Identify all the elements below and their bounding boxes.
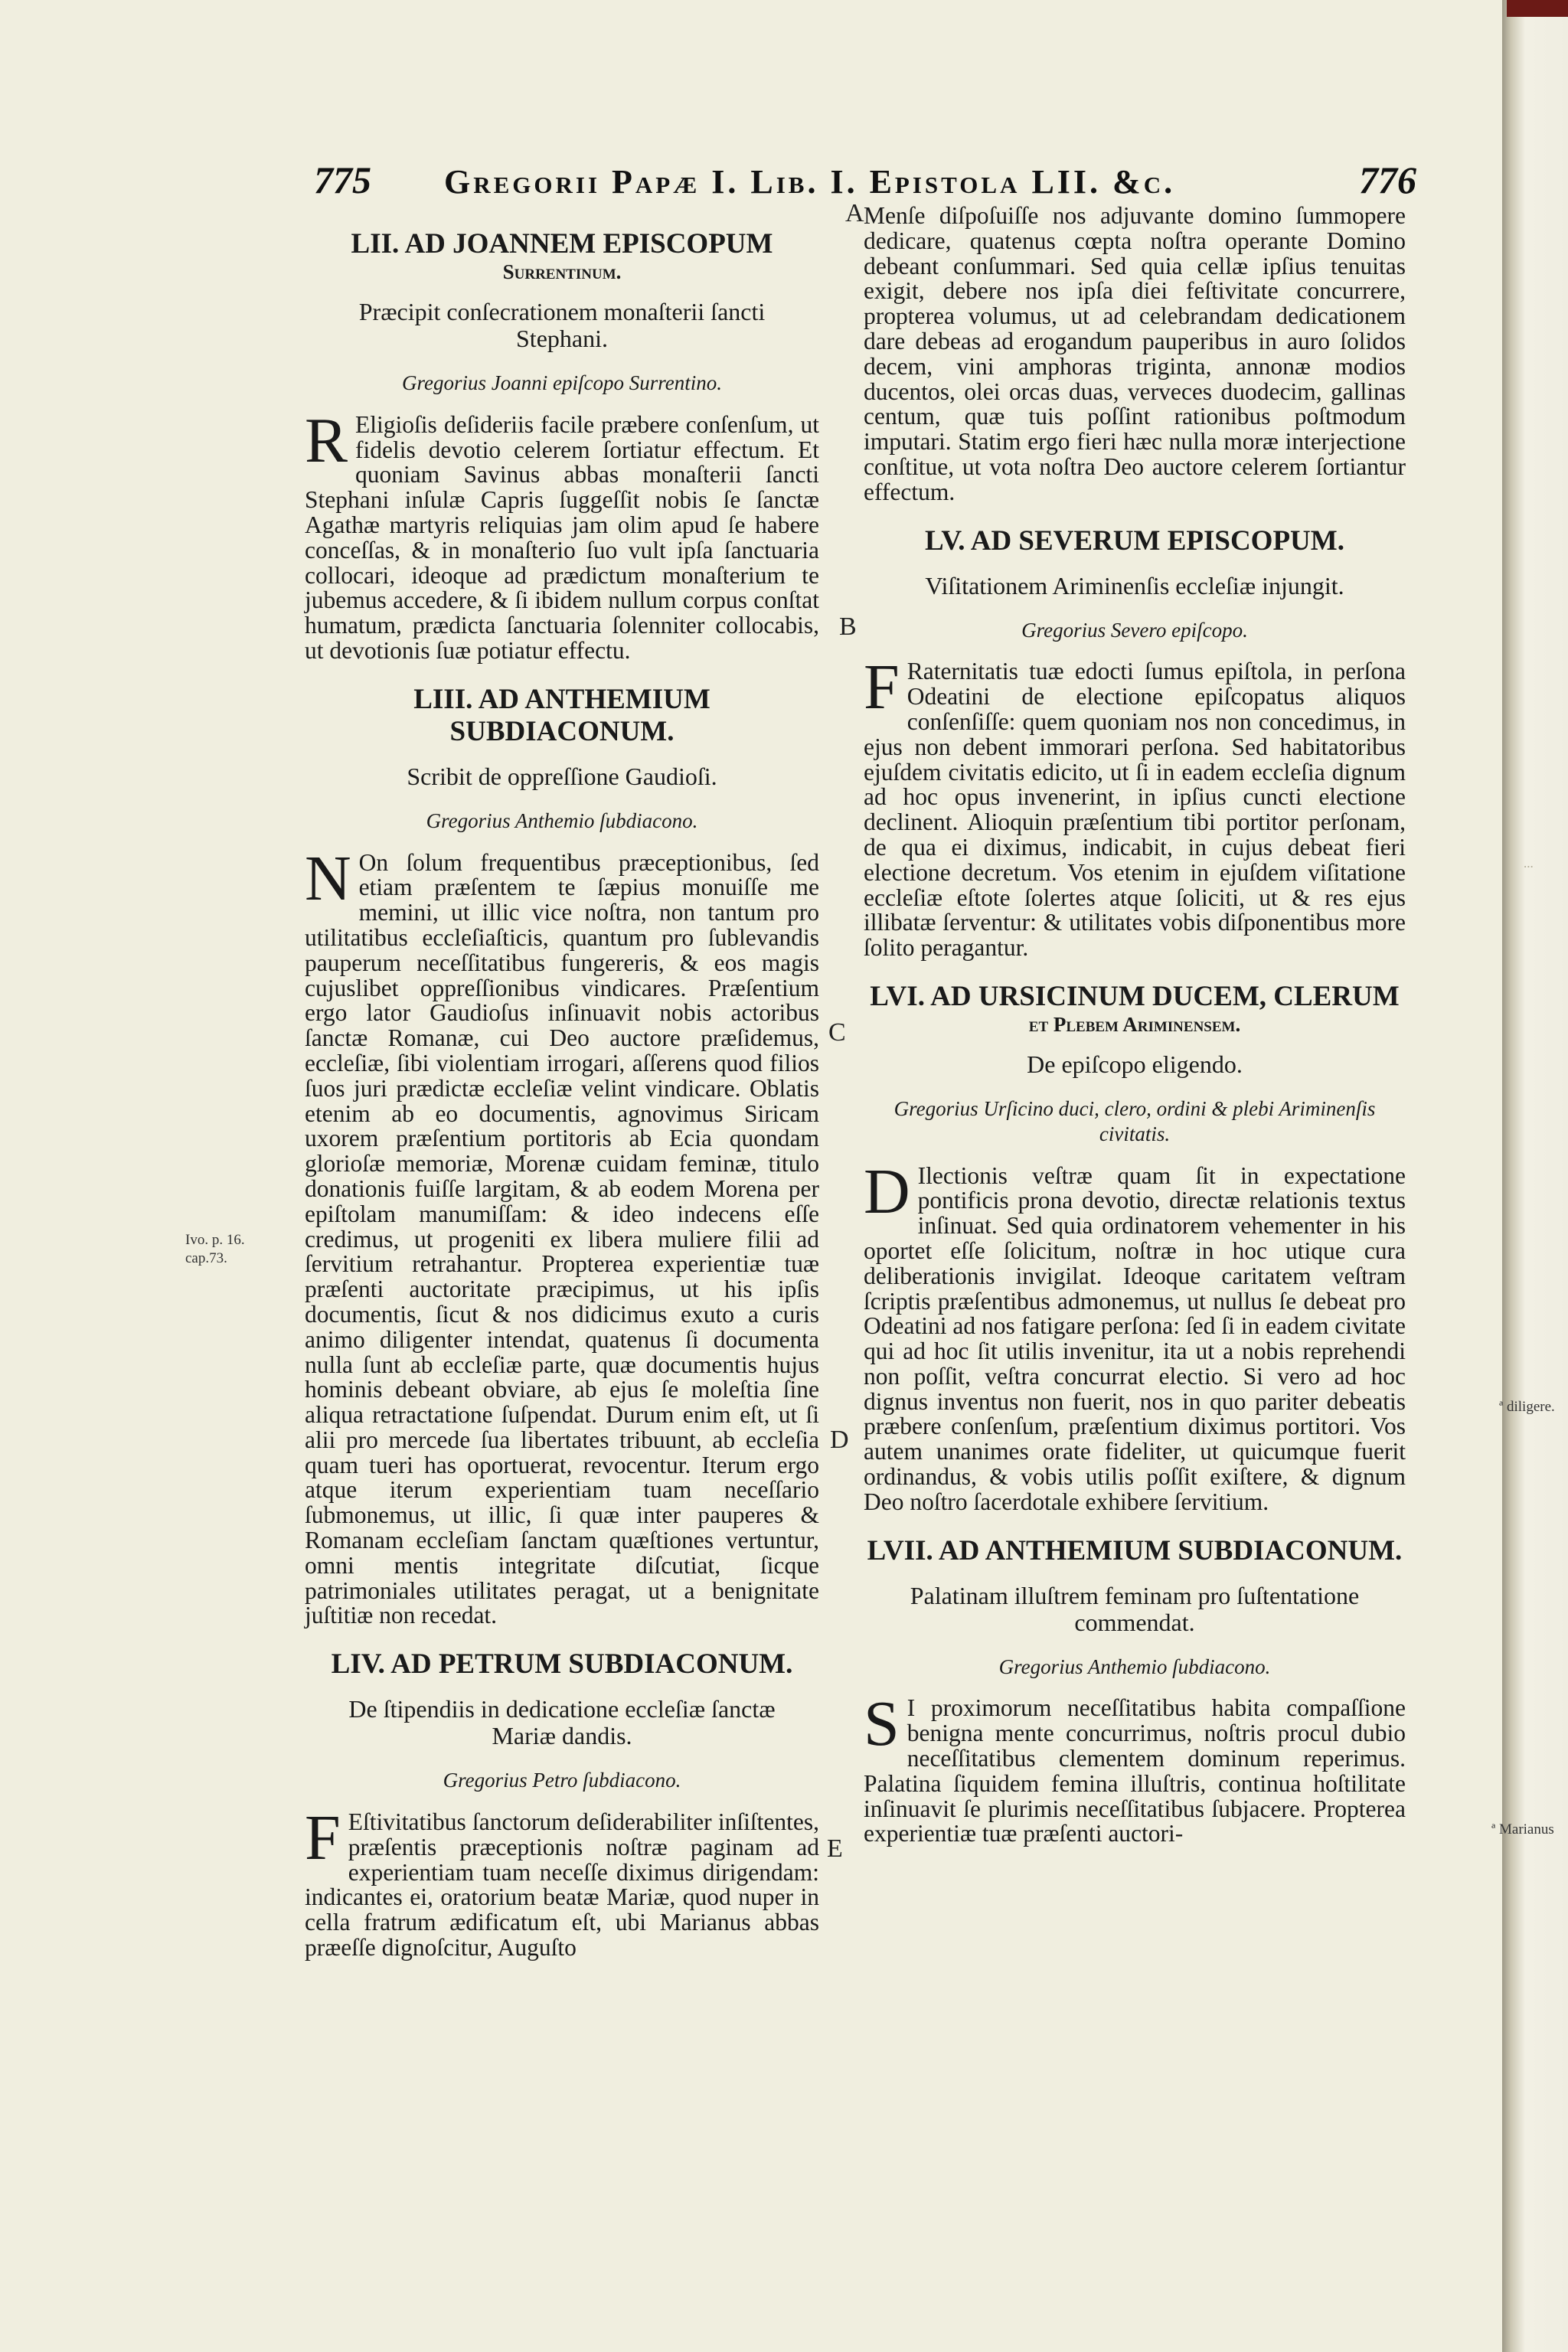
epistle-lii-title-main: LII. AD JOANNEM EPISCOPUM	[351, 228, 773, 260]
epistle-lvii-title: LVII. AD ANTHEMIUM SUBDIACONUM.	[867, 1534, 1403, 1566]
page-number-right: 776	[1359, 158, 1416, 201]
epistle-lv	[864, 525, 1406, 961]
epistle-lii-subtitle: Surrentinum.	[502, 260, 622, 283]
epistle-lv-text: Raternitatis tuæ edocti ſumus epiſtola, in perſona Odeatini de electione epiſcopatus aliquos conſenſiſſe: quem quoniam nos non concedimus, in ejus non debent immorari perſona. Sed habitatoribus ejuſdem civitatis edicito, ut ſi in eadem eccleſia dignum ad hoc opus invenerint, in ipſius cuncti electione declinent. Alioquin præſentium tibi portitor perſonam, de qua ei diximus, indicabit, in cujus debeat fieri electione decretum. Vos etenim in ejuſdem viſitatione eccleſiæ eſtote ſolertes atque ſoliciti, ut & res ejus illibatæ ſerventur: & utilitates vobis diſponentibus more ſolito peragantur.	[864, 658, 1406, 962]
epistle-lvi-text: Ilectionis veſtræ quam ſit in expectatione pontificis prona devotio, directæ relationis textus inſinuat. Sed quia ordinatorem vehementer in his oportet eſſe ſolicitum, noſtræ in hoc utique cura deliberationis invigilat. Ideoque caritatem veſtram ſcriptis præſentibus admonemus, ut nullus ſe debeat pro Odeatini ad nos fatigare perſona: ſed ſi in eadem civitate qui ad hoc ſit utilis invenitur, ita ut a nobis reprehendi non poſſit, veſtra concurrat electio. Si vero ad hoc dignus inventus non fuerit, nos in quo pariter debeatis præbere conſenſum, præſentium diximus portitori. Vos autem unanimes orate fideliter, ut quicumque fuerit ordinandus, & vobis utilis poſſit exiſtere, & dignum Deo noſtro ſacerdotale exhibere ſervitium.	[864, 1161, 1406, 1515]
epistle-liv-title: LIV. AD PETRUM SUBDIACONUM.	[331, 1648, 793, 1681]
margin-letter-a: A	[845, 199, 864, 227]
epistle-lvi-subtitle: et Plebem Ariminensem.	[1028, 1012, 1241, 1036]
epistle-lvi-title-main: LVI. AD URSICINUM DUCEM, CLERUM	[870, 980, 1400, 1012]
epistle-lvii-summary: Palatinam illuſtrem feminam pro ſuſtentatione commendat.	[910, 1581, 1360, 1636]
margin-letter-b: B	[839, 612, 857, 641]
margin-letter-e: E	[827, 1834, 843, 1863]
epistle-lv-summary: Viſitationem Ariminenſis eccleſiæ injungit.	[925, 571, 1344, 599]
epistle-lv-salutation: Gregorius Severo epiſcopo.	[1021, 618, 1248, 642]
epistle-lii	[305, 228, 819, 664]
epistle-liii-text: On ſolum frequentibus præceptionibus, ſed etiam præſentem te ſæpius monuiſſe me memini, ut illic vice noſtra, non tantum pro utilitatibus eccleſiaſticis, quantum pro ſublevandis pauperum neceſſitatibus fungereris, & eos magis cujuslibet oppreſſionibus vindicares. Præſentium ergo lator Gaudioſus inſinuavit nobis actoribus ſanctæ Romanæ, cui Deo auctore præſidemus, eccleſiæ, ſibi violentiam irrogari, aſſerens quod filios ſuos juri prædictæ eccleſiæ velint vindicare. Oblatis etenim ab eo documentis, agnovimus Siricam uxorem præſentium portitoris ab Ecia quondam glorioſæ memoriæ, Morenæ cuidam feminæ, titulo donationis fuiſſe largitam, & ab eodem Morena per epiſtolam manumiſſam: & ideo indecens eſſe credimus, ut progeniti ex libera muliere filii ad ſervitium retrahantur. Propterea experientiæ tuæ præſenti auctoritate præcipimus, ut his ipſis documentis, ſicut & nos didicimus exuto a curis animo diligenter intendat, quatenus ſi documenta nulla ſunt ab eccleſiæ parte, quæ documentis hujus hominis debeant obviare, ab ejus ſe moleſtia ſine aliqua retractatione ſuſpendat. Durum enim eſt, ut ſi alii pro mercede ſua libertates tribuunt, ab eccleſia quam tueri has oportuerat, revocentur. Iterum ergo atque iterum experientiam tuam neceſſario ſubmonemus, ut illic, ſi quæ inter pauperes & Romanam eccleſiam ſanctam quæſtiones vertuntur, omni mentis integritate diſcutiat, ſicque patrimoniales utilitates peragat, ut a benignitate juſtitiæ non recedat.	[305, 848, 819, 1629]
epistle-lii-title	[305, 228, 819, 283]
margin-letter-d: D	[830, 1426, 849, 1454]
epistle-lv-title: LV. AD SEVERUM EPISCOPUM.	[925, 524, 1344, 557]
margin-note-diligere: ª diligere.	[1499, 1399, 1555, 1415]
drop-cap: S	[864, 1688, 900, 1760]
drop-cap: R	[305, 404, 348, 476]
running-title: Gregorii Papæ I. Lib. I. Epistola LII. &c.	[444, 163, 1176, 201]
binding-edge	[1507, 0, 1568, 17]
drop-cap: F	[305, 1802, 341, 1874]
epistle-lii-text: Eligioſis deſideriis facile præbere conſenſum, ut fidelis devotio celerem ſortiatur effectum. Et quoniam Savinus abbas monaſterii ſancti Stephani inſulæ Capris ſuggeſſit nobis ſe ſanctæ Agathæ martyris reliquias jam olim apud ſe habere conceſſas, & in monaſterio ſuo vult ipſa ſanctuaria collocari, ideoque ad prædictum monaſterium te jubemus accedere, & ſi ibidem nullum corpus conſtat humatum, prædicta ſanctuaria ſolenniter collocabis, ut devotionis ſuæ potiatur effectu.	[305, 410, 819, 664]
epistle-lv-body	[864, 652, 1406, 962]
epistle-liv	[305, 1648, 819, 1961]
epistle-liv-continuation: Menſe diſpoſuiſſe nos adjuvante domino ſummopere dedicare, quatenus cœpta noſtra operante Domino debeant conſummari. Sed quia cellæ ipſius tenuitas exigit, debere nos ipſa diei feſtivitate concurrere, propterea volumus, ut ad celebrandam dedicationem dare debeas ad erogandum pauperibus in auro ſolidos decem, vini amphoras triginta, annonæ modios ducentos, olei orcas duas, verveces duodecim, gallinas centum, quæ tuis poſſint rationibus poſtmodum imputari. Statim ergo fieri hæc nulla moræ interjectione conſtitue, ut vota noſtra Deo auctore celerem ſortiantur effectum.	[864, 202, 1406, 505]
epistle-liv-body	[305, 1802, 819, 1962]
drop-cap: F	[864, 652, 900, 724]
epistle-lvi-body	[864, 1155, 1406, 1515]
epistle-liii-summary: Scribit de oppreſſione Gaudioſi.	[407, 762, 717, 790]
drop-cap: D	[864, 1155, 910, 1227]
epistle-liii-body	[305, 842, 819, 1629]
margin-note-ivo-line1: Ivo. p. 16.	[185, 1232, 245, 1248]
epistle-liii-salutation: Gregorius Anthemio ſubdiacono.	[426, 808, 698, 832]
epistle-lii-summary: Præcipit conſecrationem monaſterii ſancti Stephani.	[358, 298, 766, 352]
epistle-lvi	[864, 981, 1406, 1515]
epistle-lvi-title	[864, 981, 1406, 1036]
epistle-lii-body	[305, 404, 819, 664]
epistle-lvi-summary: De epiſcopo eligendo.	[1027, 1050, 1243, 1078]
epistle-liv-salutation: Gregorius Petro ſubdiacono.	[443, 1769, 681, 1792]
epistle-liii-title: LIII. AD ANTHEMIUM SUBDIACONUM.	[413, 683, 710, 747]
drop-cap: N	[305, 842, 351, 914]
epistle-liv-summary: De ſtipendiis in dedicatione eccleſiæ ſanctæ Mariæ dandis.	[348, 1695, 776, 1750]
epistle-liii	[305, 684, 819, 1629]
epistle-lvii-body	[864, 1688, 1406, 1847]
margin-note-marianus: ª Marianus	[1491, 1821, 1554, 1838]
epistle-lvii-text: I proximorum neceſſitatibus habita compaſſione benigna mente concurrimus, noſtris procul dubio neceſſitatibus clementem dominum reperimus. Palatina ſiquidem femina illuſtris, continua hoſtilitate inſinuavit ſe plurimis neceſſitatibus ſubjacere. Propterea experientiæ tuæ præſenti auctori-	[864, 1694, 1406, 1847]
facing-page-edge	[1502, 0, 1568, 2352]
margin-letter-c: C	[828, 1018, 846, 1047]
right-column	[864, 204, 1406, 1867]
edge-mark: ...	[1524, 856, 1534, 871]
epistle-liv-text: Eſtivitatibus ſanctorum deſiderabiliter inſiſtentes, præſentis præceptionis noſtræ paginam ad experientiam tuam neceſſe diximus dirigendam: indicantes ei, oratorium beatæ Mariæ, quod nuper in cella fratrum ædificatum eſt, ubi Marianus abbas præeſſe dignoſcitur, Auguſto	[305, 1808, 819, 1962]
margin-note-ivo	[185, 1231, 245, 1268]
epistle-lvii-salutation: Gregorius Anthemio ſubdiacono.	[998, 1655, 1271, 1678]
left-column	[305, 228, 819, 1981]
epistle-lvi-salutation: Gregorius Urſicino duci, clero, ordini & plebi Ariminenſis civitatis.	[893, 1096, 1376, 1145]
margin-note-ivo-line2: cap.73.	[185, 1250, 227, 1266]
page-number-left: 775	[314, 158, 371, 201]
epistle-lii-salutation: Gregorius Joanni epiſcopo Surrentino.	[402, 371, 722, 394]
epistle-lvii	[864, 1535, 1406, 1847]
